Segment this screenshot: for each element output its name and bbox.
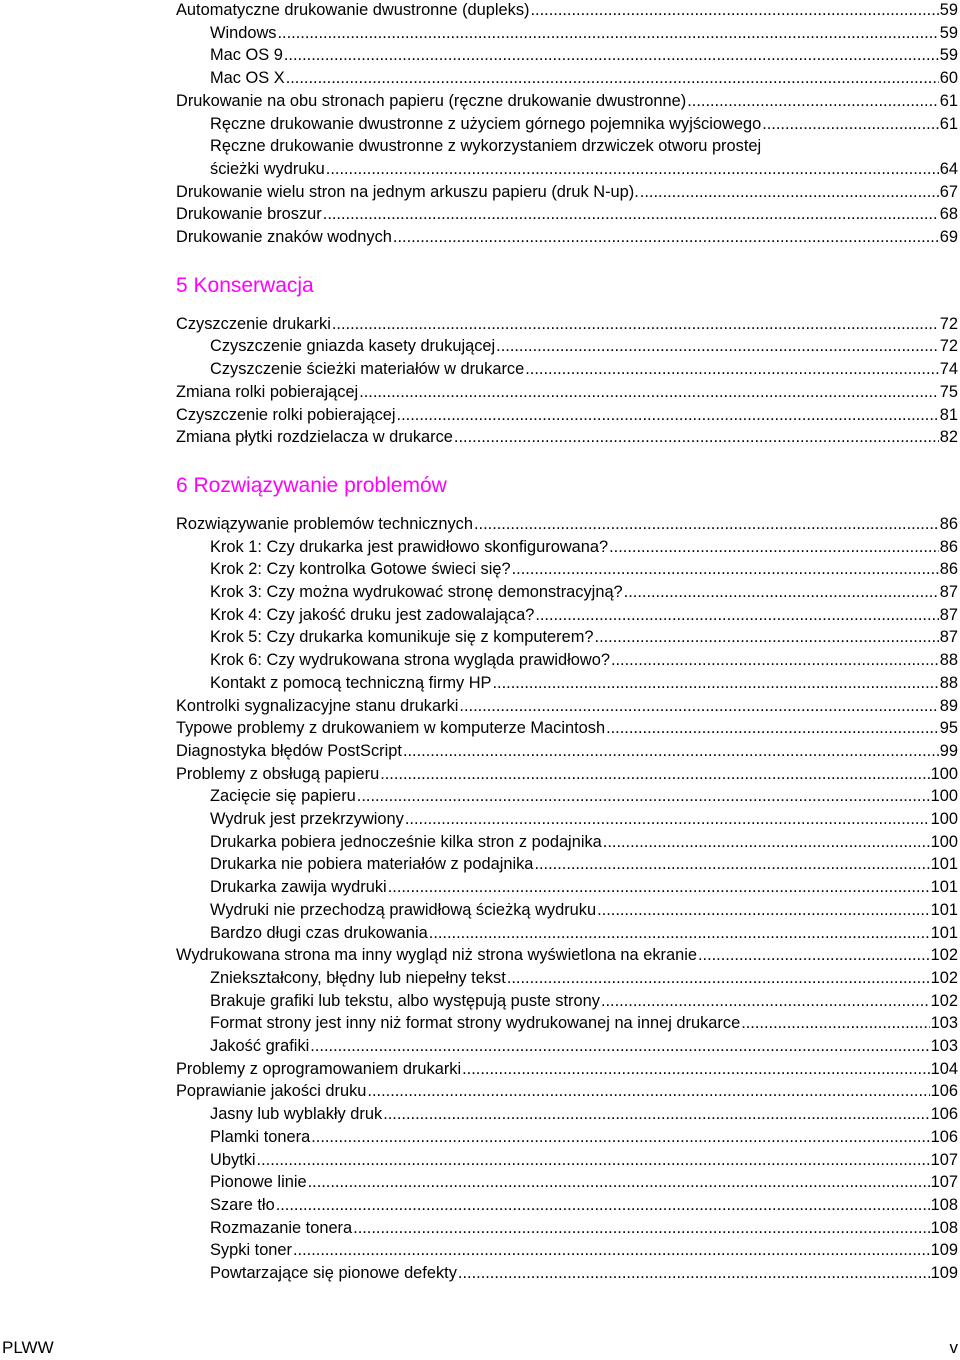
toc-entry-page-number: 100 xyxy=(930,832,958,851)
dot-leader xyxy=(403,740,939,762)
toc-entry-label: Szare tło xyxy=(210,1195,275,1214)
dot-leader xyxy=(367,1080,929,1102)
dot-leader xyxy=(640,181,939,203)
toc-entry-page-number: 106 xyxy=(930,1127,958,1146)
toc-entry[interactable] xyxy=(210,604,958,626)
toc-entry[interactable] xyxy=(176,203,958,225)
toc-entry[interactable] xyxy=(210,672,958,694)
toc-entry-label: Czyszczenie gniazda kasety drukującej xyxy=(210,337,496,356)
toc-entry-label: Kontrolki sygnalizacyjne stanu drukarki xyxy=(176,696,459,715)
toc-entry-page-number: 68 xyxy=(939,205,958,224)
toc-entry[interactable] xyxy=(210,853,958,875)
toc-entry-page-number: 75 xyxy=(939,382,958,401)
toc-entry-page-number: 81 xyxy=(939,405,958,424)
dot-leader xyxy=(393,226,939,248)
toc-entry-page-number: 102 xyxy=(930,968,958,987)
toc-entry[interactable] xyxy=(210,1194,958,1216)
toc-entry-label: Rozwiązywanie problemów technicznych xyxy=(176,514,473,533)
toc-entry-label: Jakość grafiki xyxy=(210,1037,310,1055)
toc-entry-page-number: 107 xyxy=(930,1150,958,1169)
toc-entry-label: Problemy z oprogramowaniem drukarki xyxy=(176,1059,462,1078)
toc-entry-page-number: 95 xyxy=(939,719,958,738)
toc-entry-page-number: 89 xyxy=(939,696,958,715)
toc-entry-label: Zniekształcony, błędny lub niepełny tekst xyxy=(210,968,506,987)
toc-entry-label: Mac OS X xyxy=(210,69,285,88)
toc-entry-label: Ręczne drukowanie dwustronne z użyciem górnego pojemnika wyjściowego xyxy=(210,114,762,133)
toc-entry-label: Drukowanie wielu stron na jednym arkuszu papieru (druk N-up). xyxy=(176,182,639,201)
dot-leader xyxy=(603,831,930,853)
toc-entry-page-number: 59 xyxy=(939,23,958,42)
toc-entry-page-number: 103 xyxy=(930,1014,958,1033)
dot-leader xyxy=(310,1035,929,1057)
toc-entry[interactable] xyxy=(210,22,958,44)
dot-leader xyxy=(595,626,939,648)
toc-entry-page-number: 103 xyxy=(930,1037,958,1055)
toc-entry-label: Krok 2: Czy kontrolka Gotowe świeci się? xyxy=(210,560,511,579)
toc-entry-page-number: 86 xyxy=(939,537,958,556)
toc-entry-page-number: 101 xyxy=(930,878,958,897)
toc-entry-page-number: 86 xyxy=(939,514,958,533)
toc-entry-label: Wydruki nie przechodzą prawidłową ścieżką wydruku xyxy=(210,900,597,919)
toc-entry[interactable] xyxy=(210,44,958,66)
toc-entry[interactable] xyxy=(176,381,958,403)
toc-entry[interactable] xyxy=(210,626,958,648)
dot-leader xyxy=(353,1217,930,1239)
toc-entry[interactable] xyxy=(176,226,958,248)
toc-entry-label: Czyszczenie drukarki xyxy=(176,314,331,333)
toc-entry-label: Typowe problemy z drukowaniem w komputerze Macintosh xyxy=(176,719,606,738)
toc-entry-label: Krok 1: Czy drukarka jest prawidłowo skonfigurowana? xyxy=(210,537,609,556)
toc-entry-label: Drukowanie broszur xyxy=(176,205,322,224)
toc-entry[interactable] xyxy=(210,358,958,380)
dot-leader xyxy=(474,513,939,535)
dot-leader xyxy=(284,44,939,66)
toc-entry[interactable] xyxy=(176,90,958,112)
dot-leader xyxy=(293,1239,930,1261)
dot-leader xyxy=(609,536,939,558)
toc-entry[interactable] xyxy=(210,649,958,671)
toc-entry-label: Kontakt z pomocą techniczną firmy HP xyxy=(210,673,492,692)
footer-page-number: v xyxy=(949,1338,958,1357)
toc-entry[interactable] xyxy=(176,513,958,535)
toc-entry-page-number: 109 xyxy=(930,1241,958,1260)
dot-leader xyxy=(257,1149,930,1171)
toc-entry-page-number: 59 xyxy=(939,1,958,19)
toc-entry-label: Bardzo długi czas drukowania xyxy=(210,923,428,942)
toc-entry[interactable] xyxy=(210,808,958,830)
toc-entry-label: Jasny lub wyblakły druk xyxy=(210,1105,383,1124)
toc-entry[interactable] xyxy=(210,558,958,580)
toc-entry[interactable] xyxy=(176,1058,958,1080)
dot-leader xyxy=(687,90,939,112)
toc-entry-label: ścieżki wydruku xyxy=(210,159,325,178)
toc-entry[interactable] xyxy=(210,1239,958,1261)
toc-entry-label: Brakuje grafiki lub tekstu, albo występują puste strony xyxy=(210,991,600,1010)
dot-leader xyxy=(286,67,939,89)
footer-document-code: PLWW xyxy=(2,1338,54,1357)
toc-entry-page-number: 60 xyxy=(939,69,958,88)
toc-entry[interactable] xyxy=(176,313,958,335)
dot-leader xyxy=(405,808,930,830)
toc-entry[interactable] xyxy=(210,1149,958,1171)
dot-leader xyxy=(611,649,939,671)
toc-entry-page-number: 106 xyxy=(930,1105,958,1124)
toc-entry-label: Sypki toner xyxy=(210,1241,292,1260)
dot-leader xyxy=(597,899,930,921)
toc-entry-page-number: 107 xyxy=(930,1173,958,1192)
toc-entry-label: Zmiana płytki rozdzielacza w drukarce xyxy=(176,428,453,447)
toc-entry-label: Diagnostyka błędów PostScript xyxy=(176,741,402,760)
dot-leader xyxy=(397,404,939,426)
section-heading: 6 Rozwiązywanie problemów xyxy=(176,473,447,497)
toc-entry-label: Rozmazanie tonera xyxy=(210,1218,353,1237)
toc-entry[interactable] xyxy=(176,1080,958,1102)
toc-entry-page-number: 72 xyxy=(939,314,958,333)
toc-entry[interactable] xyxy=(210,990,958,1012)
dot-leader xyxy=(459,695,938,717)
toc-entry-page-number: 100 xyxy=(930,764,958,783)
dot-leader xyxy=(308,1171,930,1193)
toc-entry-label: Krok 5: Czy drukarka komunikuje się z komputerem? xyxy=(210,628,594,647)
toc-entry-label: Zacięcie się papieru xyxy=(210,787,356,806)
toc-entry-page-number: 104 xyxy=(930,1059,958,1078)
toc-entry-label: Pionowe linie xyxy=(210,1173,307,1192)
dot-leader xyxy=(606,717,939,739)
toc-entry-page-number: 102 xyxy=(930,946,958,965)
toc-entry-page-number: 99 xyxy=(939,741,958,760)
toc-entry[interactable] xyxy=(210,335,958,357)
toc-entry-page-number: 74 xyxy=(939,360,958,379)
toc-entry[interactable] xyxy=(176,695,958,717)
toc-entry-page-number: 82 xyxy=(939,428,958,447)
dot-leader xyxy=(624,581,939,603)
toc-entry-label: Krok 3: Czy można wydrukować stronę demonstracyjną? xyxy=(210,583,623,601)
toc-entry-page-number: 101 xyxy=(930,900,958,919)
toc-entry-page-number: 72 xyxy=(939,337,958,356)
toc-entry-label: Drukarka nie pobiera materiałów z podajnika xyxy=(210,855,534,874)
dot-leader xyxy=(462,1058,930,1080)
dot-leader xyxy=(332,313,939,335)
toc-entry[interactable] xyxy=(210,1035,958,1057)
toc-entry-page-number: 61 xyxy=(939,114,958,133)
toc-entry[interactable] xyxy=(210,158,958,180)
toc-entry[interactable] xyxy=(176,944,958,966)
section-heading: 5 Konserwacja xyxy=(176,273,314,297)
dot-leader xyxy=(698,944,930,966)
toc-entry-label: Drukowanie znaków wodnych xyxy=(176,228,392,246)
toc-entry-label: Automatyczne drukowanie dwustronne (dupleks) xyxy=(176,1,530,19)
toc-entry-label: Format strony jest inny niż format strony wydrukowanej na innej drukarce xyxy=(210,1014,741,1033)
toc-entry-label: Ubytki xyxy=(210,1150,256,1169)
toc-entry-label: Drukarka pobiera jednocześnie kilka stron z podajnika xyxy=(210,832,602,851)
toc-entry[interactable] xyxy=(210,876,958,898)
toc-entry-page-number: 86 xyxy=(939,560,958,579)
toc-entry[interactable] xyxy=(176,763,958,785)
dot-leader xyxy=(429,922,930,944)
toc-entry[interactable] xyxy=(176,181,958,203)
toc-entry[interactable] xyxy=(176,740,958,762)
toc-entry-page-number: 88 xyxy=(939,651,958,670)
toc-entry-page-number: 108 xyxy=(930,1218,958,1237)
toc-entry-label: Wydrukowana strona ma inny wygląd niż strona wyświetlona na ekranie xyxy=(176,946,697,965)
toc-entry[interactable] xyxy=(210,1217,958,1239)
toc-entry[interactable] xyxy=(210,922,958,944)
dot-leader xyxy=(601,990,930,1012)
toc-entry[interactable] xyxy=(210,1171,958,1193)
dot-leader xyxy=(493,672,939,694)
toc-entry[interactable] xyxy=(210,67,958,89)
dot-leader xyxy=(525,358,939,380)
toc-entry-label: Czyszczenie ścieżki materiałów w drukarce xyxy=(210,360,525,379)
dot-leader xyxy=(531,0,939,21)
toc-entry[interactable] xyxy=(176,0,958,21)
toc-entry-page-number: 108 xyxy=(930,1195,958,1214)
dot-leader xyxy=(762,113,939,135)
toc-entry-label: Poprawianie jakości druku xyxy=(176,1082,367,1101)
toc-entry[interactable] xyxy=(210,113,958,135)
toc-entry-page-number: 59 xyxy=(939,46,958,65)
dot-leader xyxy=(380,763,929,785)
toc-entry-page-number: 100 xyxy=(930,810,958,828)
toc-entry[interactable] xyxy=(210,536,958,558)
toc-entry[interactable] xyxy=(210,1103,958,1125)
toc-entry-page-number: 101 xyxy=(930,923,958,942)
dot-leader xyxy=(534,853,929,875)
toc-entry-label: Krok 4: Czy jakość druku jest zadowalająca? xyxy=(210,605,535,624)
toc-entry-page-number: 100 xyxy=(930,787,958,806)
toc-entry[interactable] xyxy=(210,135,958,157)
toc-entry-label: Problemy z obsługą papieru xyxy=(176,764,380,783)
toc-entry-page-number: 87 xyxy=(939,628,958,647)
toc-entry-label: Wydruk jest przekrzywiony xyxy=(210,810,404,828)
toc-entry-label: Czyszczenie rolki pobierającej xyxy=(176,405,396,424)
dot-leader xyxy=(326,158,939,180)
toc-entry-page-number: 67 xyxy=(939,182,958,201)
toc-entry-label: Drukarka zawija wydruki xyxy=(210,878,387,897)
toc-entry[interactable] xyxy=(210,967,958,989)
toc-entry-label: Windows xyxy=(210,23,277,42)
toc-entry[interactable] xyxy=(210,1262,958,1284)
toc-entry-page-number: 106 xyxy=(930,1082,958,1101)
toc-entry[interactable] xyxy=(210,785,958,807)
toc-entry[interactable] xyxy=(210,1126,958,1148)
toc-entry[interactable] xyxy=(210,831,958,853)
toc-entry-label: Mac OS 9 xyxy=(210,46,283,65)
toc-entry-page-number: 88 xyxy=(939,673,958,692)
toc-entry[interactable] xyxy=(176,426,958,448)
dot-leader xyxy=(458,1262,930,1284)
toc-entry-page-number: 69 xyxy=(939,228,958,246)
toc-entry-label: Drukowanie na obu stronach papieru (ręczne drukowanie dwustronne) xyxy=(176,91,687,110)
dot-leader xyxy=(741,1012,929,1034)
toc-entry-label: Zmiana rolki pobierającej xyxy=(176,382,359,401)
toc-entry-label: Ręczne drukowanie dwustronne z wykorzystaniem drzwiczek otworu prostej xyxy=(210,137,762,156)
toc-entry-page-number: 101 xyxy=(930,855,958,874)
dot-leader xyxy=(454,426,939,448)
dot-leader xyxy=(507,967,930,989)
dot-leader xyxy=(359,381,939,403)
dot-leader xyxy=(512,558,939,580)
toc-entry[interactable] xyxy=(176,404,958,426)
toc-entry-label: Powtarzające się pionowe defekty xyxy=(210,1264,457,1282)
dot-leader xyxy=(383,1103,929,1125)
toc-entry[interactable] xyxy=(210,581,958,603)
dot-leader xyxy=(311,1126,929,1148)
toc-entry-page-number: 102 xyxy=(930,991,958,1010)
dot-leader xyxy=(357,785,930,807)
toc-entry-label: Plamki tonera xyxy=(210,1127,311,1146)
toc-entry-label: Krok 6: Czy wydrukowana strona wygląda prawidłowo? xyxy=(210,651,610,670)
toc-entry-page-number: 64 xyxy=(939,159,958,178)
dot-leader xyxy=(276,1194,930,1216)
dot-leader xyxy=(496,335,939,357)
dot-leader xyxy=(278,22,939,44)
toc-entry-page-number: 87 xyxy=(939,605,958,624)
toc-entry-page-number: 87 xyxy=(939,583,958,601)
toc-entry-page-number: 109 xyxy=(930,1264,958,1282)
toc-entry[interactable] xyxy=(176,717,958,739)
dot-leader xyxy=(323,203,939,225)
toc-entry[interactable] xyxy=(210,899,958,921)
dot-leader xyxy=(535,604,938,626)
toc-entry-page-number: 61 xyxy=(939,91,958,110)
dot-leader xyxy=(388,876,930,898)
toc-entry[interactable] xyxy=(210,1012,958,1034)
